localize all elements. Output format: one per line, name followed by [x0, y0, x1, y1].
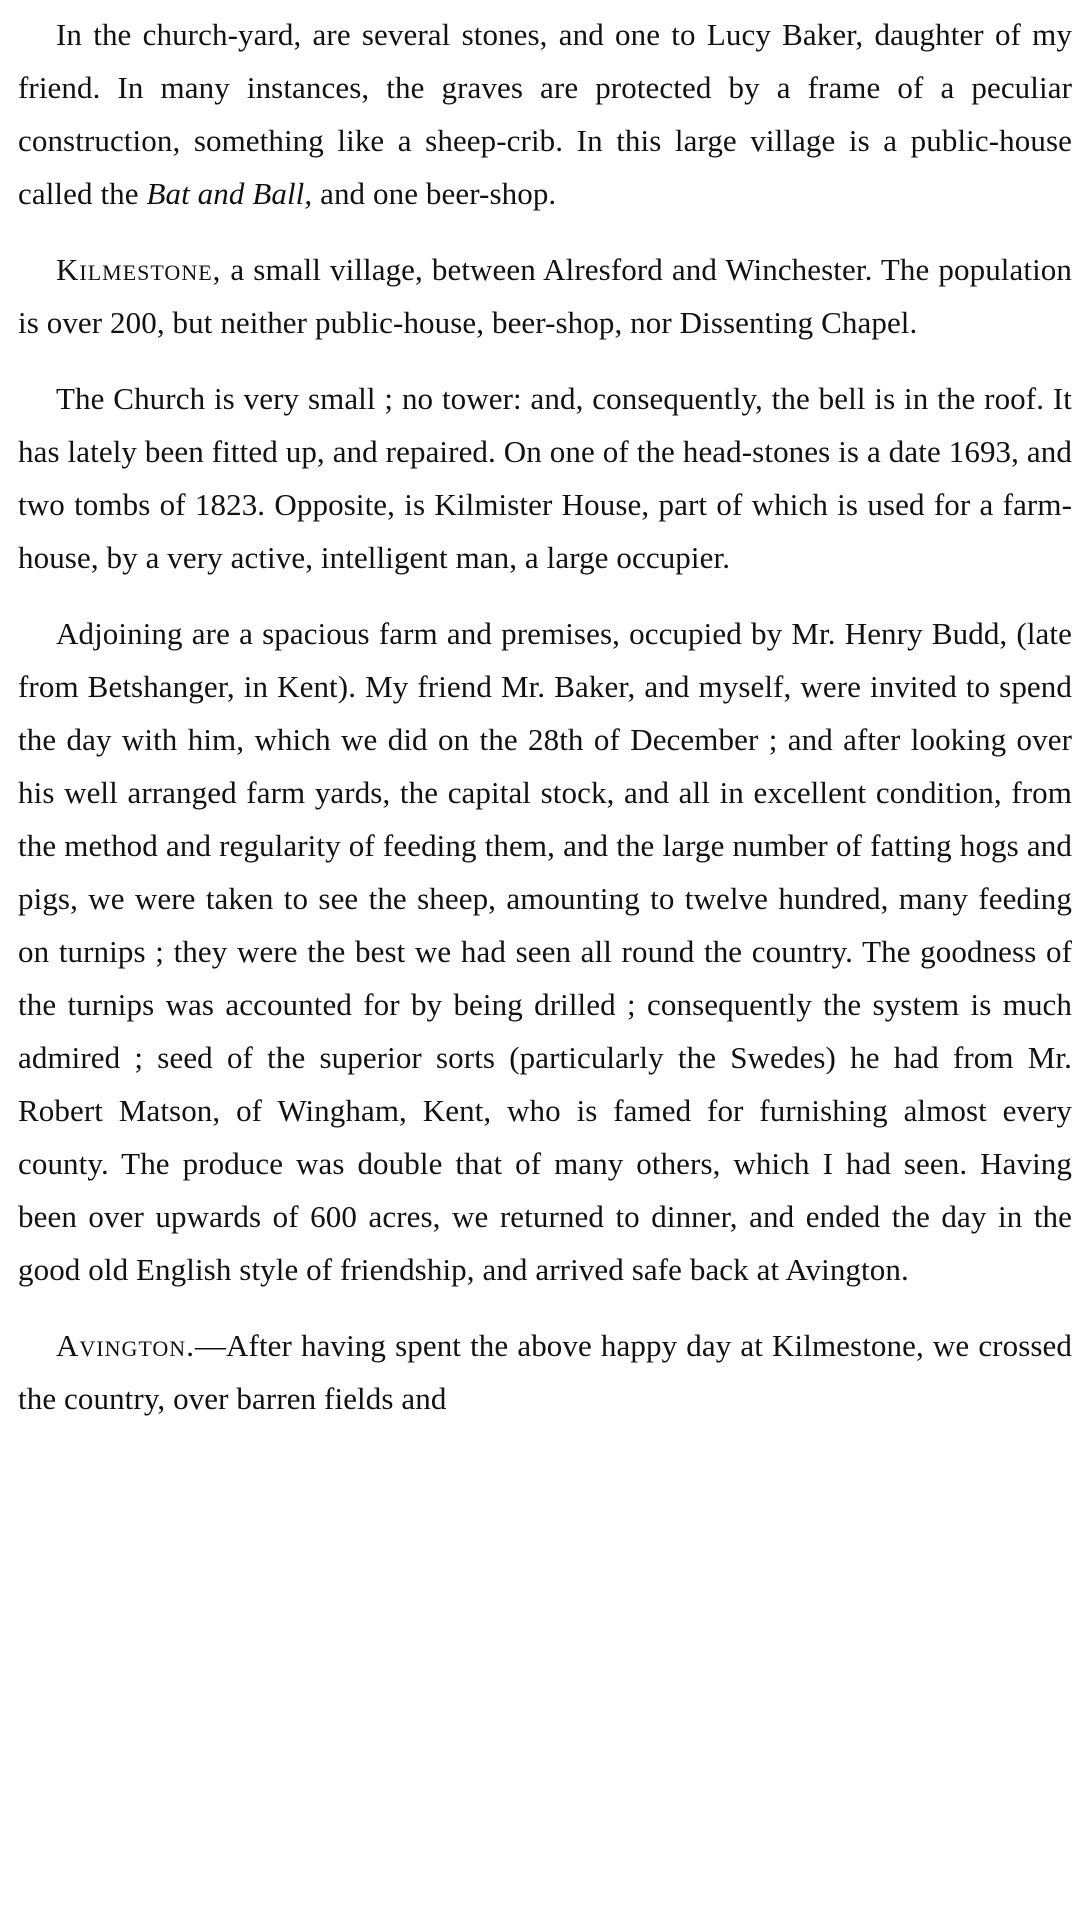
document-page [18, 8, 1072, 1425]
place-heading: Kilmestone, [56, 252, 222, 287]
paragraph-kilmestone [18, 243, 1072, 349]
paragraph-italic-text: Bat and Ball, [146, 176, 313, 211]
paragraph-farm-visit [18, 607, 1072, 1296]
place-heading: Avington. [56, 1328, 195, 1363]
paragraph-text: and one beer-shop. [312, 176, 557, 211]
paragraph-text: a small village, between Alresford and Winchester. The population is over 200, but neither public-house, beer-shop, nor Dissenting Chapel. [18, 252, 1072, 340]
paragraph-text: —After having spent the above happy day at Kilmestone, we crossed the country, over barren fields and [18, 1328, 1072, 1416]
paragraph-text: Adjoining are a spacious farm and premises, occupied by Mr. Henry Budd, (late from Betshanger, in Kent). My friend Mr. Baker, and myself, were invited to spend the day with him, which we did on the 28th of December ; and after looking over his well arranged farm yards, the capital stock, and all in excellent condition, from the method and regularity of feeding them, and the large number of fatting hogs and pigs, we were taken to see the sheep, amounting to twelve hundred, many feeding on turnips ; they were the best we had seen all round the country. The goodness of the turnips was accounted for by being drilled ; consequently the system is much admired ; seed of the superior sorts (particularly the Swedes) he had from Mr. Robert Matson, of Wingham, Kent, who is famed for furnishing almost every county. The produce was double that of many others, which I had seen. Having been over upwards of 600 acres, we returned to dinner, and ended the day in the good old English style of friendship, and arrived safe back at Avington. [18, 616, 1072, 1287]
paragraph-church [18, 372, 1072, 584]
paragraph-avington [18, 1319, 1072, 1425]
paragraph-text: The Church is very small ; no tower: and, consequently, the bell is in the roof. It has lately been fitted up, and repaired. On one of the head-stones is a date 1693, and two tombs of 1823. Opposite, is Kilmister House, part of which is used for a farm-house, by a very active, intelligent man, a large occupier. [18, 381, 1072, 575]
paragraph-text: In the church-yard, are several stones, and one to Lucy Baker, daughter of my friend. In many instances, the graves are protected by a frame of a peculiar construction, something like a sheep-crib. In this large village is a public-house called the [18, 17, 1072, 211]
paragraph-churchyard [18, 8, 1072, 220]
